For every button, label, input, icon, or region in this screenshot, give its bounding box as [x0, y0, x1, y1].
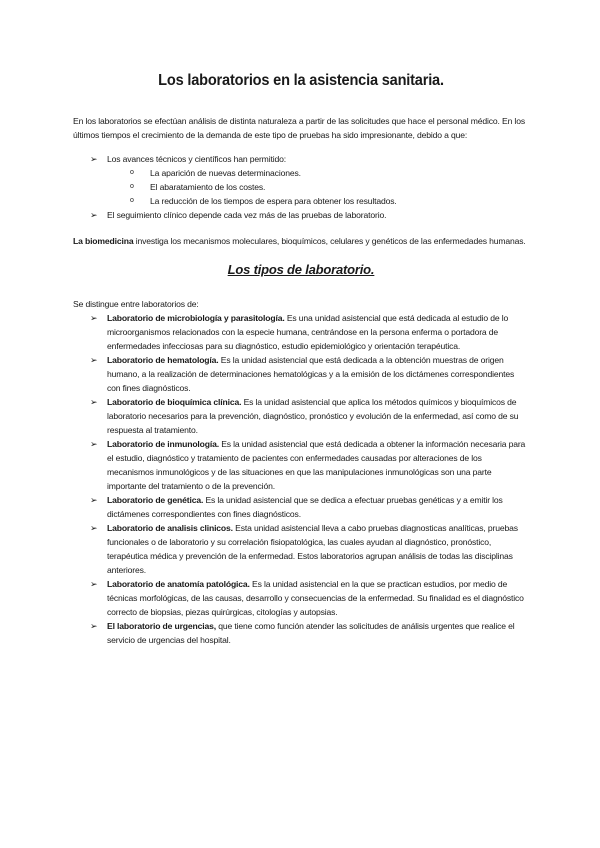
lab-item-bioquimica	[73, 395, 529, 437]
lab-name: Laboratorio de anatomía patológica.	[107, 579, 250, 589]
lab-item-anatomia-patologica	[73, 577, 529, 619]
lab-name: Laboratorio de inmunología.	[107, 439, 219, 449]
arrow-bullet-icon: ➢	[90, 397, 98, 407]
arrow-bullet-icon: ➢	[90, 523, 98, 533]
biomedicina-text: investiga los mecanismos moleculares, bioquímicos, celulares y genéticos de las enfermedades humanas.	[133, 236, 526, 246]
lab-desc: Es una unidad asistencial que está dedicada al estudio de lo microorganismos relacionados con la especie humana, centrándose en la persona enferma o portadora de enfermedades infecciosas para su diagnóstico, estudio epidemiológico y orientación terapéutica.	[107, 313, 509, 351]
sub-list	[73, 166, 529, 208]
arrow-bullet-icon: ➢	[90, 579, 98, 589]
sub-list-item	[107, 166, 529, 180]
biomedicina-paragraph	[73, 234, 529, 248]
document-content	[73, 72, 529, 647]
lab-name: Laboratorio de microbiología y parasitología.	[107, 313, 285, 323]
arrow-bullet-icon: ➢	[90, 439, 98, 449]
lab-item-urgencias	[73, 619, 529, 647]
reasons-list	[73, 152, 529, 222]
lab-item-genetica	[73, 493, 529, 521]
circle-bullet-icon: o	[130, 183, 134, 190]
lab-name: Laboratorio de genética.	[107, 495, 204, 505]
list-item	[73, 208, 529, 222]
arrow-bullet-icon: ➢	[90, 210, 98, 220]
sub-list-item	[107, 180, 529, 194]
sub-list-item-text: La aparición de nuevas determinaciones.	[150, 168, 301, 178]
labs-list	[73, 311, 529, 647]
lab-desc: Es la unidad asistencial en la que se practican estudios, por medio de técnicas morfológicas, de las causas, desarrollo y consecuencias de la enfermedad. Su finalidad es el diagnóstico correcto de biopsias, piezas quirúrgicas, citologías y autopsias.	[107, 579, 524, 617]
page-title: Los laboratorios en la asistencia sanitaria.	[158, 72, 444, 89]
lab-desc: Es la unidad asistencial que se dedica a efectuar pruebas genéticas y a emitir los dictámenes correspondientes con fines diagnósticos.	[107, 495, 503, 519]
sub-list-item	[107, 194, 529, 208]
lab-desc: Es la unidad asistencial que aplica los métodos químicos y bioquímicos de laboratorio necesarios para la prevención, diagnóstico, pronóstico y evolución de la enfermedad, así como de su respuesta al tratamiento.	[107, 397, 519, 435]
circle-bullet-icon: o	[130, 197, 134, 204]
list-item	[73, 152, 529, 208]
lab-name: Laboratorio de analisis clinicos.	[107, 523, 233, 533]
arrow-bullet-icon: ➢	[90, 495, 98, 505]
lab-item-inmunologia	[73, 437, 529, 493]
lab-desc: Es la unidad asistencial que está dedicada a la obtención muestras de origen humano, a la realización de determinaciones hematológicas y a la emisión de los dictámenes correspondientes con fines diagnósticos.	[107, 355, 515, 393]
arrow-bullet-icon: ➢	[90, 313, 98, 323]
intro-paragraph: En los laboratorios se efectúan análisis de distinta naturaleza a partir de las solicitudes que hace el personal médico. En los últimos tiempos el crecimiento de la demanda de este tipo de pruebas ha sido impresionante, debido a que:	[73, 116, 525, 140]
circle-bullet-icon: o	[130, 169, 134, 176]
section-title: Los tipos de laboratorio.	[227, 262, 375, 277]
arrow-bullet-icon: ➢	[90, 621, 98, 631]
lab-name: Laboratorio de bioquímica clínica.	[107, 397, 242, 407]
lab-item-microbiologia	[73, 311, 529, 353]
lab-item-hematologia	[73, 353, 529, 395]
biomedicina-term: La biomedicina	[73, 236, 134, 246]
sub-list-item-text: El abaratamiento de los costes.	[150, 182, 266, 192]
lab-desc: Esta unidad asistencial lleva a cabo pruebas diagnosticas analíticas, pruebas funcionales o de laboratorio y su correlación fisiopatológica, las cuales ayudan al diagnóstico, pronóstico, terapéutica médica y prevención de la enfermedad. Estos laboratorios agrupan análisis de todas las disciplinas anteriores.	[107, 523, 518, 575]
lab-name: Laboratorio de hematología.	[107, 355, 219, 365]
list-item-text: Los avances técnicos y científicos han permitido:	[107, 154, 286, 164]
list-item-text: El seguimiento clínico depende cada vez más de las pruebas de laboratorio.	[107, 210, 387, 220]
sub-list-item-text: La reducción de los tiempos de espera para obtener los resultados.	[150, 196, 397, 206]
section-intro: Se distingue entre laboratorios de:	[73, 299, 199, 309]
lab-desc: que tiene como función atender las solicitudes de análisis urgentes que realice el servicio de urgencias del hospital.	[107, 621, 515, 645]
arrow-bullet-icon: ➢	[90, 355, 98, 365]
lab-desc: Es la unidad asistencial que está dedicada a obtener la información necesaria para el estudio, diagnóstico y tratamiento de pacientes con enfermedades causadas por alteraciones de los mecanismos inmunológicos y de las situaciones en que las manipulaciones inmunológicas son una parte importante del tratamiento o de la prevención.	[107, 439, 526, 491]
lab-name: El laboratorio de urgencias,	[107, 621, 216, 631]
arrow-bullet-icon: ➢	[90, 154, 98, 164]
lab-item-analisis-clinicos	[73, 521, 529, 577]
